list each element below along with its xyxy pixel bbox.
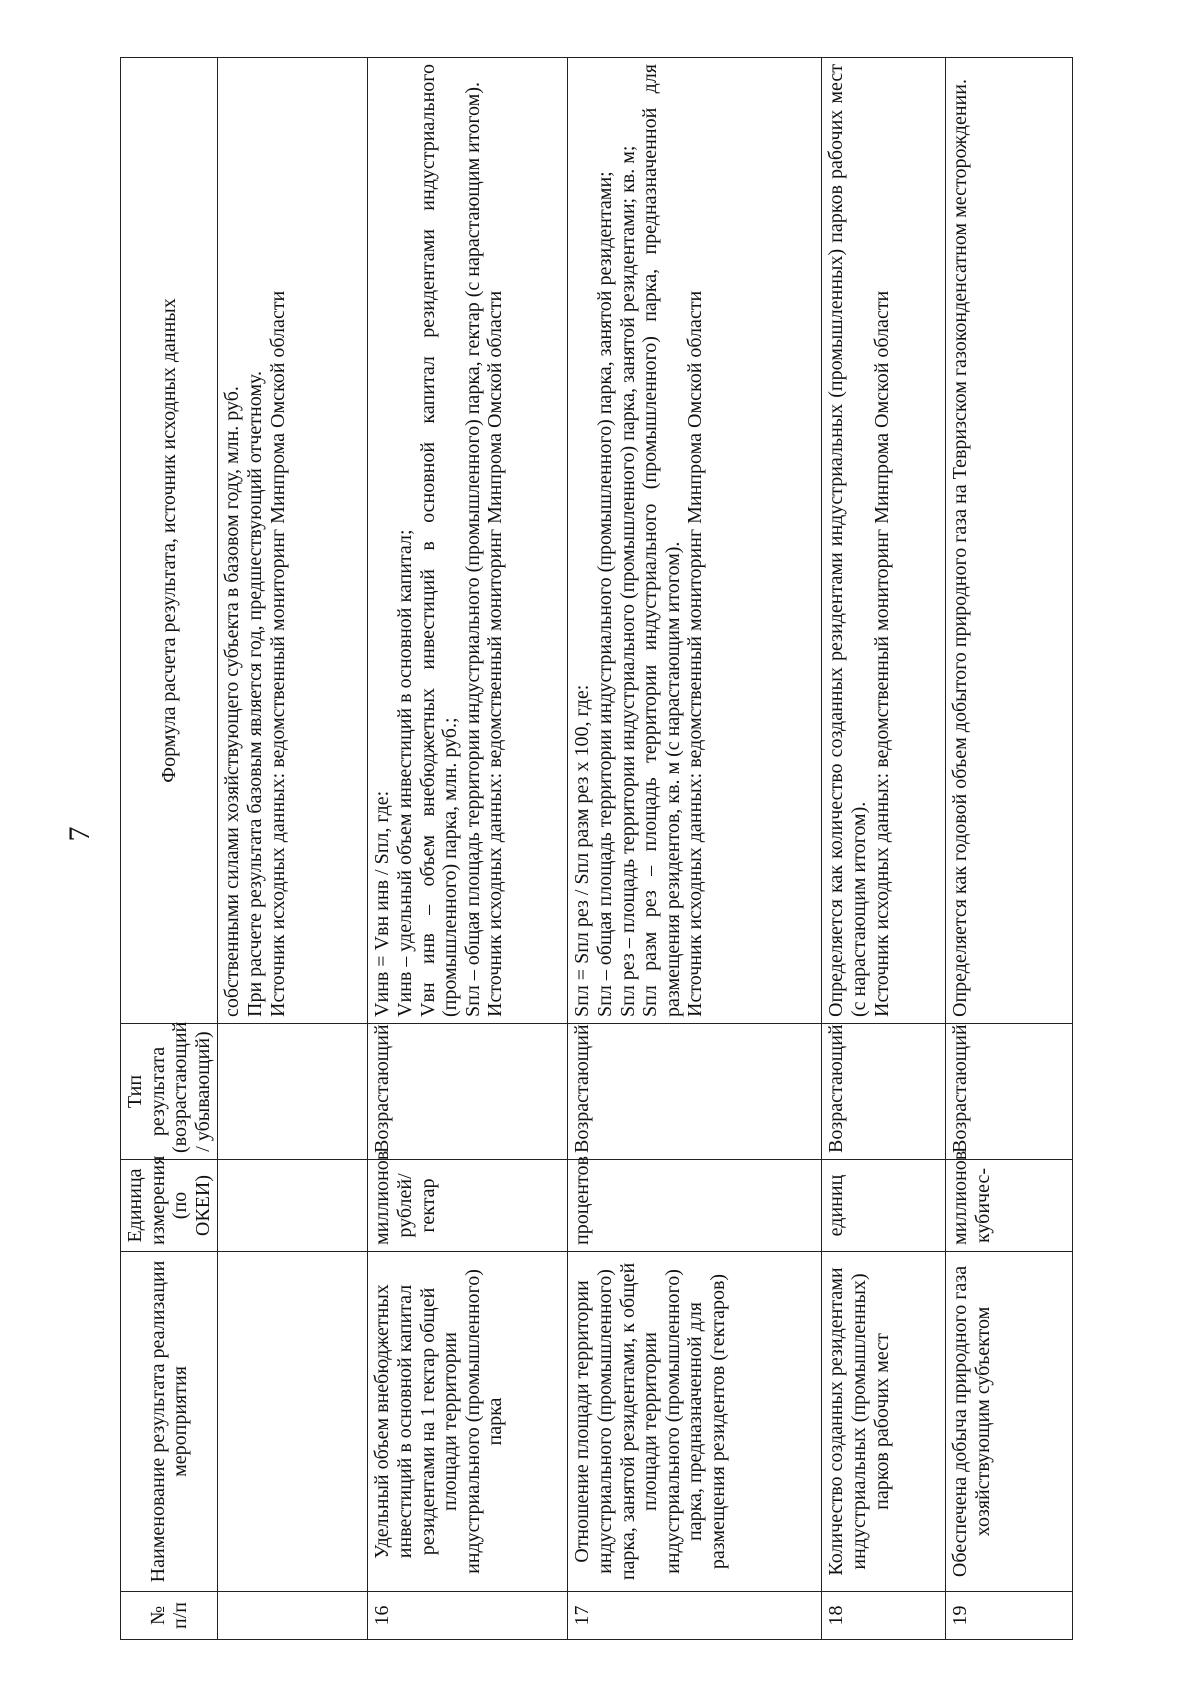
formula-line: Источник исходных данных: ведомственный мониторинг Минпрома Омской области [684, 290, 707, 1017]
cell-name [218, 1252, 368, 1592]
cell-type [218, 1024, 368, 1160]
formula-line: Vвн инв – объем внебюджетных инвестиций в основной капитал резидентами индустриального (промышленного) парка, млн. руб.; [416, 64, 462, 1017]
cell-unit: миллионов кубичес- [946, 1160, 1073, 1252]
cell-formula [946, 58, 1073, 1024]
formula-line: Определяется как количество созданных резидентами индустриальных (промышленных) парков рабочих мест (с нарастающим итогом). [825, 64, 870, 1017]
cell-name: Количество созданных резидентами индустриальных (промышленных) парков рабочих мест [822, 1252, 946, 1592]
cell-formula [568, 58, 822, 1024]
cell-unit: процентов [568, 1160, 822, 1252]
cell-formula [368, 58, 568, 1024]
cell-num [218, 1592, 368, 1640]
cell-num: 18 [822, 1592, 946, 1640]
table-row [946, 58, 1073, 1640]
formula-line: Определяется как годовой объем добытого природного газа на Тевризском газоконденсатном месторождении. [949, 79, 972, 1017]
header-num: № п/п [121, 1592, 218, 1640]
cell-type: Возрастающий [946, 1024, 1073, 1160]
formula-line: собственными силами хозяйствующего субъекта в базовом году, млн. руб. [221, 386, 244, 1017]
formula-line: Sпл – общая площадь территории индустриального (промышленного) парка, занятой резидентами; [593, 171, 616, 1017]
table-row [568, 58, 822, 1640]
cell-num: 16 [368, 1592, 568, 1640]
cell-type: Возрастающий [568, 1024, 822, 1160]
formula-line: Sпл рез – площадь территории индустриального (промышленного) парка, занятой резидентами; кв. м; [616, 145, 639, 1017]
cell-name: Отношение площади территории индустриального (промышленного) парка, занятой резидентами, к общей площади территории индустриального (промышленного) парка, предназначенной для размещения резидентов (гектаров) [568, 1252, 822, 1592]
results-table [120, 57, 1073, 1640]
formula-line: Vинв = Vвн инв / Sпл, где: [371, 790, 394, 1017]
header-formula: Формула расчета результата, источник исходных данных [121, 58, 218, 1024]
page-number: 7 [63, 826, 96, 842]
cell-formula [822, 58, 946, 1024]
formula-line: Sпл = Sпл рез / Sпл разм рез х 100, где: [571, 684, 594, 1017]
header-name: Наименование результата реализации мероприятия [121, 1252, 218, 1592]
formula-line: Источник исходных данных: ведомственный мониторинг Минпрома Омской области [484, 290, 507, 1017]
formula-line: При расчете результата базовым является год, предшествующий отчетному. [243, 370, 266, 1017]
cell-name: Обеспечена добыча природного газа хозяйствующим субъектом [946, 1252, 1073, 1592]
header-unit: Единица измерения (по ОКЕИ) [121, 1160, 218, 1252]
formula-line: Sпл – общая площадь территории индустриального (промышленного) парка, гектар (с нарастающим итогом). [461, 82, 484, 1017]
cell-unit: миллионов рублей/ гектар [368, 1160, 568, 1252]
cell-num: 19 [946, 1592, 1073, 1640]
table-row [368, 58, 568, 1640]
formula-line: Источник исходных данных: ведомственный мониторинг Минпрома Омской области [266, 290, 289, 1017]
table-row [218, 58, 368, 1640]
table-header-row [121, 58, 218, 1640]
cell-formula [218, 58, 368, 1024]
rotated-page-content [120, 58, 1073, 1640]
formula-line: Источник исходных данных: ведомственный мониторинг Минпрома Омской области [870, 290, 893, 1017]
header-type: Тип результата (возрастающий / убывающий) [121, 1024, 218, 1160]
cell-type: Возрастающий [822, 1024, 946, 1160]
table-row [822, 58, 946, 1640]
cell-unit: единиц [822, 1160, 946, 1252]
formula-line: Vинв – удельный объем инвестиций в основной капитал; [393, 529, 416, 1017]
formula-line: Sпл разм рез – площадь территории индустриального (промышленного) парка, предназначенной для размещения резидентов, кв. м (с нарастающим итогом). [639, 64, 684, 1017]
cell-name: Удельный объем внебюджетных инвестиций в основной капитал резидентами на 1 гектар общей площади территории индустриального (промышленного) парка [368, 1252, 568, 1592]
cell-num: 17 [568, 1592, 822, 1640]
cell-unit [218, 1160, 368, 1252]
cell-type: Возрастающий [368, 1024, 568, 1160]
